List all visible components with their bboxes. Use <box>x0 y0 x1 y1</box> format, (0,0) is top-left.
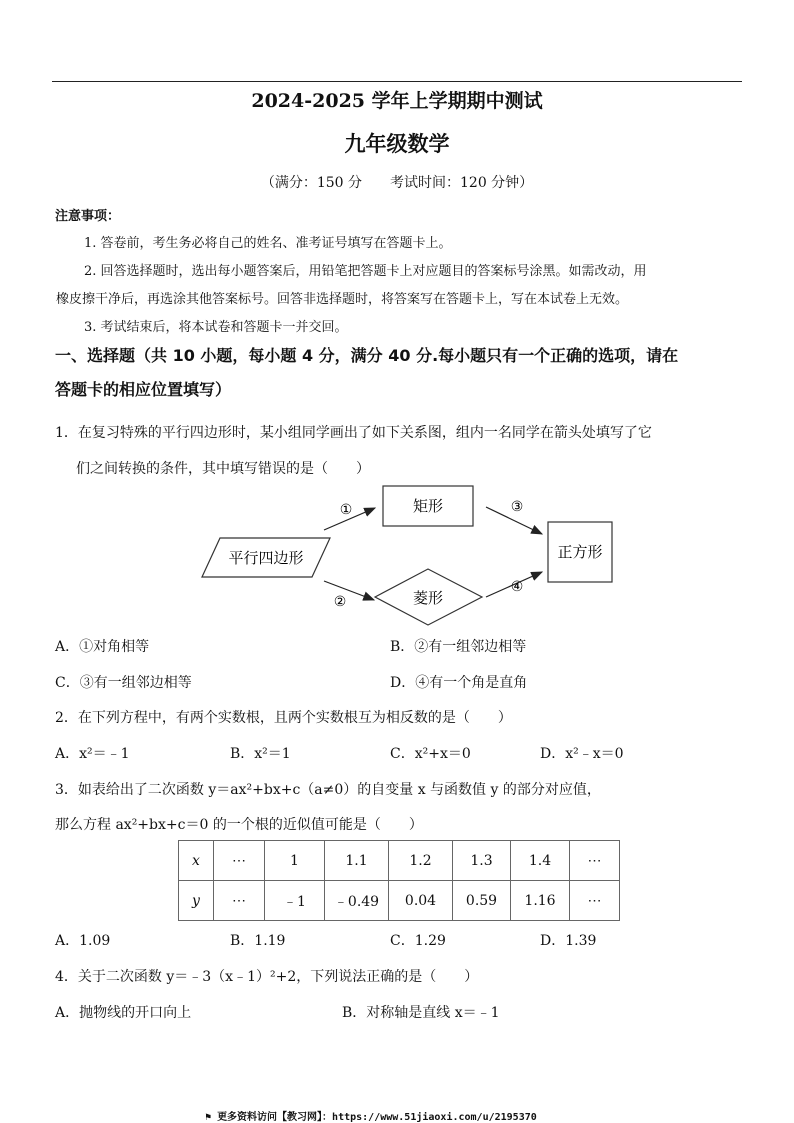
table-cell: 1.4 <box>511 841 570 881</box>
top-rule <box>52 81 742 82</box>
table-row <box>179 841 620 881</box>
subject-title: 九年级数学 <box>344 131 450 156</box>
parallelogram-label: 平行四边形 <box>228 549 304 567</box>
q4-stem: 4．关于二次函数 y＝﹣3（x﹣1）²+2，下列说法正确的是（ ） <box>55 969 479 985</box>
q4-option-b: B．对称轴是直线 x＝﹣1 <box>342 1005 500 1021</box>
table-cell: 0.04 <box>389 881 453 921</box>
arrow-2-mark: ② <box>333 594 347 610</box>
q2-stem: 2．在下列方程中，有两个实数根，且两个实数根互为相反数的是（ ） <box>55 710 512 726</box>
q3-value-table <box>178 840 620 921</box>
table-cell: 1.1 <box>325 841 389 881</box>
arrow-1-mark: ① <box>339 502 353 518</box>
q2-option-d: D．x²﹣x＝0 <box>540 746 624 762</box>
arrow-3-mark: ③ <box>510 499 524 515</box>
rectangle-label: 矩形 <box>412 497 444 515</box>
arrow-4-mark: ④ <box>510 579 524 595</box>
q1-relation-diagram <box>190 480 630 630</box>
q4-option-a: A．抛物线的开口向上 <box>55 1005 192 1021</box>
table-cell: 1.3 <box>453 841 511 881</box>
table-cell: ⋯ <box>570 841 620 881</box>
section-heading-line2: 答题卡的相应位置填写） <box>55 380 232 399</box>
table-cell: ⋯ <box>214 841 265 881</box>
table-cell: 0.59 <box>453 881 511 921</box>
q1-option-a: A．①对角相等 <box>55 639 150 655</box>
flag-icon: ⚑ <box>205 1112 212 1123</box>
rhombus-label: 菱形 <box>412 589 444 607</box>
table-cell: 1.2 <box>389 841 453 881</box>
q2-option-a: A．x²＝﹣1 <box>55 746 130 762</box>
notice-item-2-cont: 橡皮擦干净后，再选涂其他答案标号。回答非选择题时，将答案写在答题卡上，写在本试卷上无效。 <box>56 292 629 307</box>
q3-option-d: D．1.39 <box>540 933 597 949</box>
table-cell: ﹣1 <box>265 881 325 921</box>
footer <box>205 1108 537 1123</box>
notice-item-3: 3. 考试结束后，将本试卷和答题卡一并交回。 <box>84 320 348 335</box>
q3-option-c: C．1.29 <box>390 933 446 949</box>
exam-title: 2024-2025 学年上学期期中测试 <box>251 90 543 112</box>
q1-stem-line2: 们之间转换的条件，其中填写错误的是（ ） <box>76 461 370 477</box>
notice-item-1: 1. 答卷前，考生务必将自己的姓名、准考证号填写在答题卡上。 <box>84 236 452 251</box>
table-row <box>179 881 620 921</box>
table-cell: ⋯ <box>570 881 620 921</box>
exam-meta: （满分：150 分 考试时间：120 分钟） <box>260 175 534 191</box>
square-label: 正方形 <box>557 543 603 561</box>
footer-link[interactable]: 更多资料访问【教习网】：https://www.51jiaoxi.com/u/2195370 <box>217 1112 537 1123</box>
q3-stem-line1: 3．如表给出了二次函数 y＝ax²+bx+c（a≠0）的自变量 x 与函数值 y 的部分对应值， <box>55 782 601 798</box>
table-cell: 1.16 <box>511 881 570 921</box>
q2-option-c: C．x²+x＝0 <box>390 746 471 762</box>
q1-option-d: D．④有一个角是直角 <box>390 675 528 691</box>
table-cell: 1 <box>265 841 325 881</box>
table-cell: y <box>179 881 214 921</box>
q1-option-b: B．②有一组邻边相等 <box>390 639 527 655</box>
table-cell: ⋯ <box>214 881 265 921</box>
q3-option-a: A．1.09 <box>55 933 111 949</box>
q3-stem-line2: 那么方程 ax²+bx+c＝0 的一个根的近似值可能是（ ） <box>55 817 423 833</box>
notice-item-2: 2. 回答选择题时，选出每小题答案后，用铅笔把答题卡上对应题目的答案标号涂黑。如需改动，用 <box>84 264 647 279</box>
section-heading-line1: 一、选择题（共 10 小题，每小题 4 分，满分 40 分.每小题只有一个正确的选项，请在 <box>55 346 679 365</box>
q1-option-c: C．③有一组邻边相等 <box>55 675 192 691</box>
notice-heading: 注意事项： <box>55 209 121 224</box>
q2-option-b: B．x²＝1 <box>230 746 291 762</box>
table-cell: ﹣0.49 <box>325 881 389 921</box>
table-cell: x <box>179 841 214 881</box>
arrow-2 <box>324 581 374 600</box>
q3-option-b: B．1.19 <box>230 933 286 949</box>
q1-stem-line1: 1．在复习特殊的平行四边形时，某小组同学画出了如下关系图，组内一名同学在箭头处填写了它 <box>55 425 652 441</box>
